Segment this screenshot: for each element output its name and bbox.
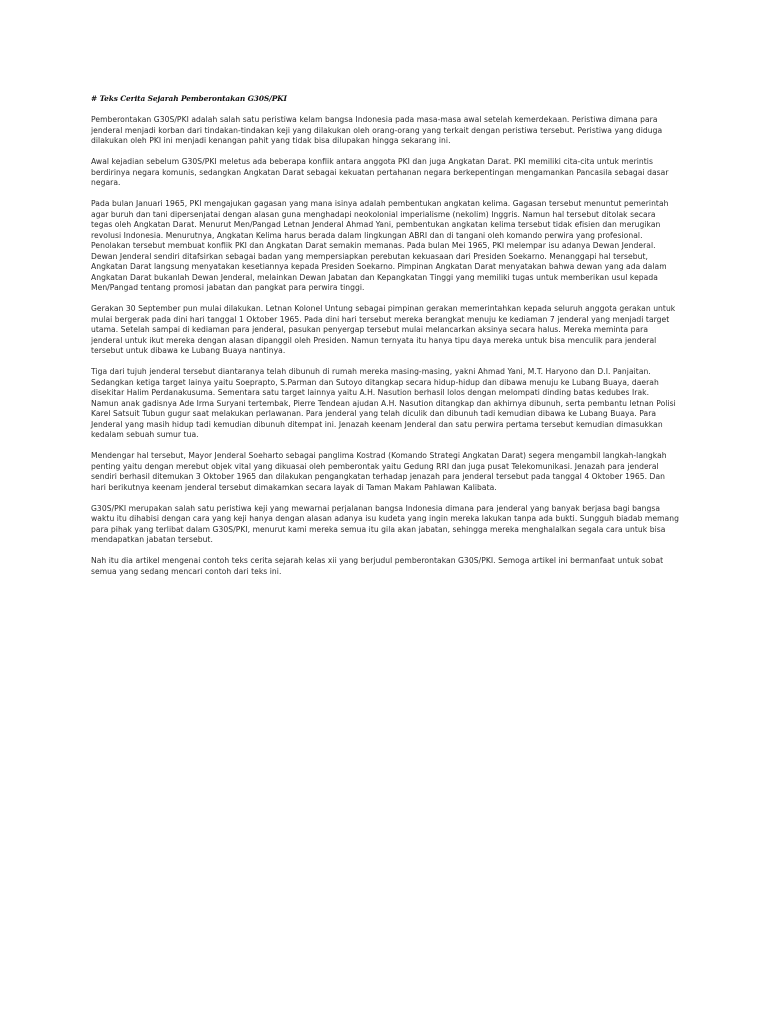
paragraph-victims: Tiga dari tujuh jenderal tersebut diantaranya telah dibunuh di rumah mereka masing-masing, yakni Ahmad Yani, M.T. Haryono dan D.I. Panjaitan. Sedangkan ketiga target lainya yaitu Soeprapto, S.Parman dan Sutoyo ditangkap secara hidup-hidup dan dibawa menuju ke Lubang Buaya, daerah disekitar Halim Perdanakusuma. Sementara satu target lainnya yaitu A.H. Nasution berhasil lolos dengan melompati dinding batas kedubes Irak. Namun anak gadisnya Ade Irma Suryani tertembak, Pierre Tendean ajudan A.H. Nasution ditangkap dan akhirnya dibunuh, serta pembantu letnan Polisi Karel Satsuit Tubun gugur saat melakukan perlawanan. Para jenderal yang telah diculik dan dibunuh tadi kemudian dibawa ke Lubang Buaya. Para Jenderal yang masih hidup tadi kemudian dibunuh ditempat ini. Jenazah keenam Jenderal dan satu perwira pertama tersebut kemudian dimasukkan kedalam sebuah sumur tua.	[91, 367, 676, 439]
paragraph-movement: Gerakan 30 September pun mulai dilakukan. Letnan Kolonel Untung sebagai pimpinan gerakan memerintahkan kepada seluruh anggota gerakan untuk mulai bergerak pada dini hari tanggal 1 Oktober 1965. Pada dini hari tersebut mereka berangkat menuju ke kediaman 7 jenderal yang menjadi target utama. Setelah sampai di kediaman para jenderal, pasukan penyergap tersebut mulai melancarkan aksinya secara halus. Mereka meminta para jenderal untuk ikut mereka dengan alasan dipanggil oleh Presiden. Namun ternyata itu hanya tipu daya mereka untuk bisa menculik para jenderal tersebut untuk dibawa ke Lubang Buaya nantinya.	[91, 304, 676, 355]
paragraph-fifth-force: Pada bulan Januari 1965, PKI mengajukan gagasan yang mana isinya adalah pembentukan angkatan kelima. Gagasan tersebut menuntut pemerintah agar buruh dan tani dipersenjatai dengan alasan guna menghadapi neokolonial imperialisme (nekolim) Inggris. Namun hal tersebut ditolak secara tegas oleh Angkatan Darat. Menurut Men/Pangad Letnan Jenderal Ahmad Yani, pembentukan angkatan kelima tersebut tidak efisien dan merugikan revolusi Indonesia. Menurutnya, Angkatan Kelima harus berada dalam lingkungan ABRI dan di tangani oleh komando perwira yang profesional.	[91, 199, 669, 240]
paragraph-dewan-jenderal: Penolakan tersebut membuat konflik PKI dan Angkatan Darat semakin memanas. Pada bulan Mei 1965, PKI melempar isu adanya Dewan Jenderal. Dewan Jenderal sendiri ditafsirkan sebagai badan yang mempersiapkan perebutan kekuasaan dari Presiden Soekarno. Menanggapi hal tersebut, Angkatan Darat langsung menyatakan kesetiannya kepada Presiden Soekarno. Pimpinan Angkatan Darat menyatakan bahwa dewan yang ada dalam Angkatan Darat bukanlah Dewan Jenderal, melainkan Dewan Jabatan dan Kepangkatan Tinggi yang memiliki tugas untuk memberikan usul kepada Men/Pangad tentang promosi jabatan dan pangkat para perwira tinggi.	[91, 241, 667, 292]
paragraph-closing: Nah itu dia artikel mengenai contoh teks cerita sejarah kelas xii yang berjudul pemberontakan G30S/PKI. Semoga artikel ini bermanfaat untuk sobat semua yang sedang mencari contoh dari teks ini.	[91, 556, 664, 576]
paragraph-reflection: G30S/PKI merupakan salah satu peristiwa keji yang mewarnai perjalanan bangsa Indonesia dimana para jenderal yang banyak berjasa bagi bangsa waktu itu dihabisi dengan cara yang keji hanya dengan alasan adanya isu kudeta yang ingin mereka lakukan tanpa ada bukti. Sungguh biadab memang para pihak yang terlibat dalam G30S/PKI, menurut kami mereka semua itu gila akan jabatan, sehingga mereka menghalalkan segala cara untuk bisa mendapatkan jabatan tersebut.	[91, 503, 679, 544]
paragraph-intro: Pemberontakan G30S/PKI adalah salah satu peristiwa kelam bangsa Indonesia pada masa-masa awal setelah kemerdekaan. Peristiwa dimana para jenderal menjadi korban dari tindakan-tindakan keji yang dilakukan oleh orang-orang yang terkait dengan peristiwa tersebut. Peristiwa yang diduga dilakukan oleh PKI ini menjadi kenangan pahit yang tidak bisa dilupakan hingga sekarang ini.	[91, 115, 663, 145]
document-title: # Teks Cerita Sejarah Pemberontakan G30S/PKI	[91, 94, 287, 103]
document-body	[91, 94, 679, 577]
paragraph-soeharto: Mendengar hal tersebut, Mayor Jenderal Soeharto sebagai panglima Kostrad (Komando Strategi Angkatan Darat) segera mengambil langkah-langkah penting yaitu dengan merebut objek vital yang dikuasai oleh pemberontak yaitu Gedung RRI dan juga pusat Telekomunikasi. Jenazah para jenderal sendiri berhasil ditemukan 3 Oktober 1965 dan dilakukan pengangkatan terhadap jenazah para jenderal tersebut pada tanggal 4 Oktober 1965. Dan hari berikutnya keenam jenderal tersebut dimakamkan secara layak di Taman Makam Pahlawan Kalibata.	[91, 451, 667, 492]
paragraph-background: Awal kejadian sebelum G30S/PKI meletus ada beberapa konflik antara anggota PKI dan juga Angkatan Darat. PKI memiliki cita-cita untuk merintis berdirinya negara komunis, sedangkan Angkatan Darat sebagai kekuatan pertahanan negara berkepentingan mengamankan Pancasila sebagai dasar negara.	[91, 157, 669, 187]
